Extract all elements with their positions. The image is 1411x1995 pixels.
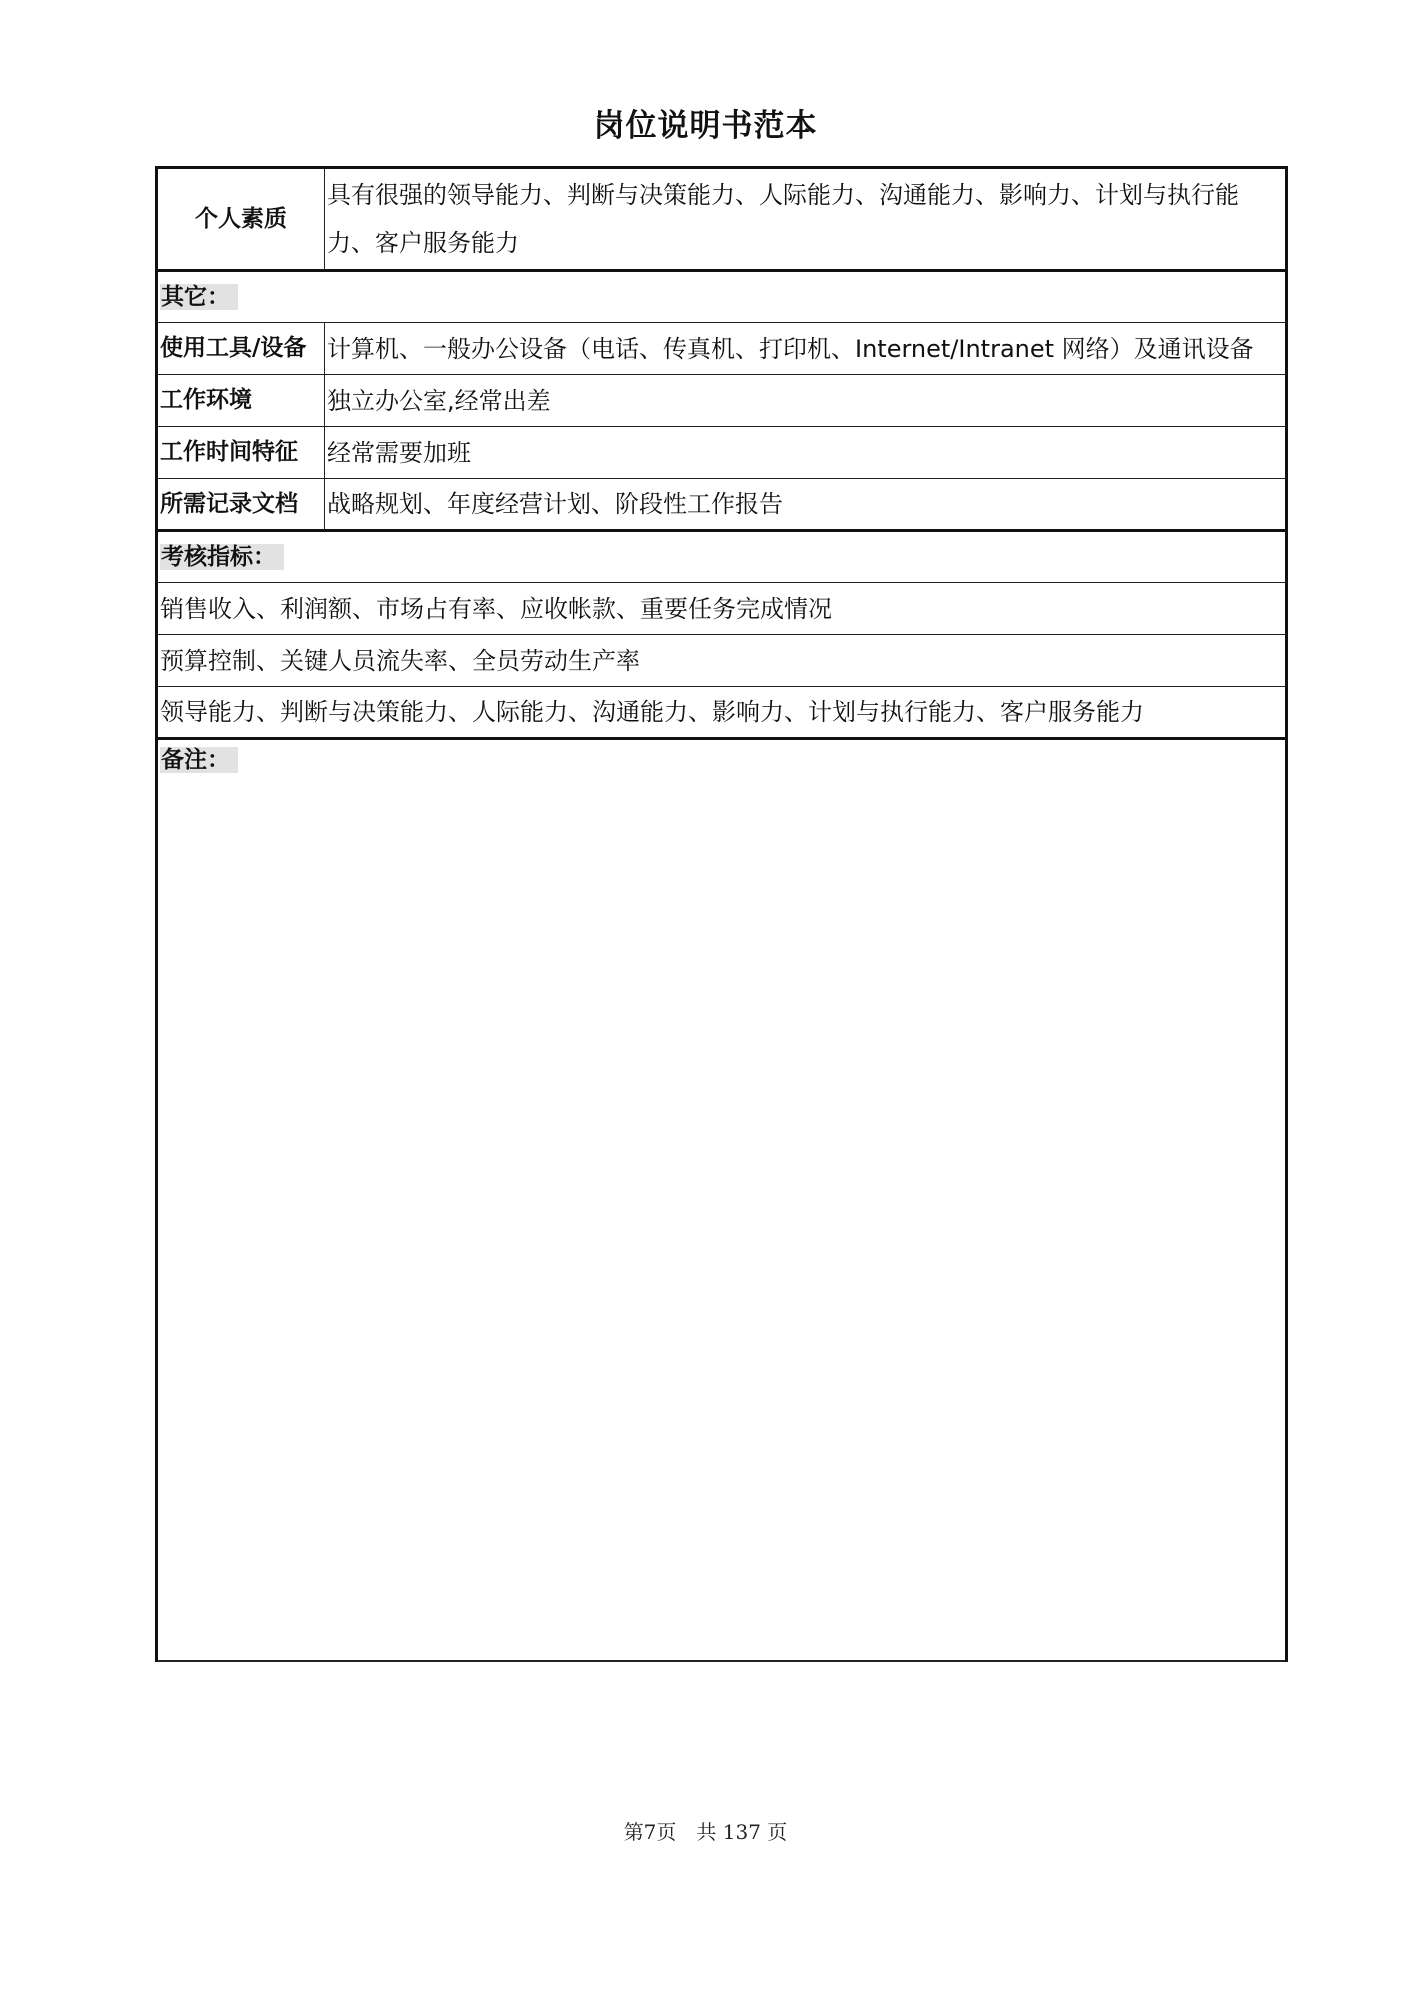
other-row-tools bbox=[157, 323, 1287, 375]
tools-label: 使用工具/设备 bbox=[157, 323, 325, 375]
page-total: 共 137 页 bbox=[696, 1820, 788, 1844]
personal-quality-row bbox=[157, 168, 1287, 271]
personal-quality-label: 个人素质 bbox=[157, 168, 325, 271]
environment-value: 独立办公室,经常出差 bbox=[325, 375, 1287, 427]
page-footer bbox=[0, 1816, 1411, 1845]
documents-value: 战略规划、年度经营计划、阶段性工作报告 bbox=[325, 479, 1287, 531]
notes-row bbox=[157, 739, 1287, 1661]
other-row-documents bbox=[157, 479, 1287, 531]
kpi-heading-text: 考核指标： bbox=[160, 544, 284, 570]
notes-section bbox=[157, 739, 1287, 1661]
environment-label: 工作环境 bbox=[157, 375, 325, 427]
work-time-label: 工作时间特征 bbox=[157, 427, 325, 479]
document-title: 岗位说明书范本 bbox=[593, 108, 818, 144]
kpi-item: 销售收入、利润额、市场占有率、应收帐款、重要任务完成情况 bbox=[157, 583, 1287, 635]
work-time-value: 经常需要加班 bbox=[325, 427, 1287, 479]
kpi-row bbox=[157, 583, 1287, 635]
kpi-row bbox=[157, 687, 1287, 739]
documents-label: 所需记录文档 bbox=[157, 479, 325, 531]
other-row-environment bbox=[157, 375, 1287, 427]
other-section-heading bbox=[157, 271, 1287, 323]
kpi-section-heading-row bbox=[157, 531, 1287, 583]
tools-value: 计算机、一般办公设备（电话、传真机、打印机、Internet/Intranet 网络）及通讯设备 bbox=[325, 323, 1287, 375]
notes-heading-text: 备注： bbox=[160, 747, 238, 773]
personal-quality-value: 具有很强的领导能力、判断与决策能力、人际能力、沟通能力、影响力、计划与执行能力、客户服务能力 bbox=[325, 168, 1287, 271]
kpi-section-heading bbox=[157, 531, 1287, 583]
other-heading-text: 其它： bbox=[160, 284, 238, 310]
job-description-table bbox=[155, 166, 1288, 1662]
other-row-work-time bbox=[157, 427, 1287, 479]
page-number: 第7页 bbox=[623, 1820, 677, 1844]
kpi-item: 领导能力、判断与决策能力、人际能力、沟通能力、影响力、计划与执行能力、客户服务能力 bbox=[157, 687, 1287, 739]
kpi-row bbox=[157, 635, 1287, 687]
kpi-item: 预算控制、关键人员流失率、全员劳动生产率 bbox=[157, 635, 1287, 687]
other-section-heading-row bbox=[157, 271, 1287, 323]
